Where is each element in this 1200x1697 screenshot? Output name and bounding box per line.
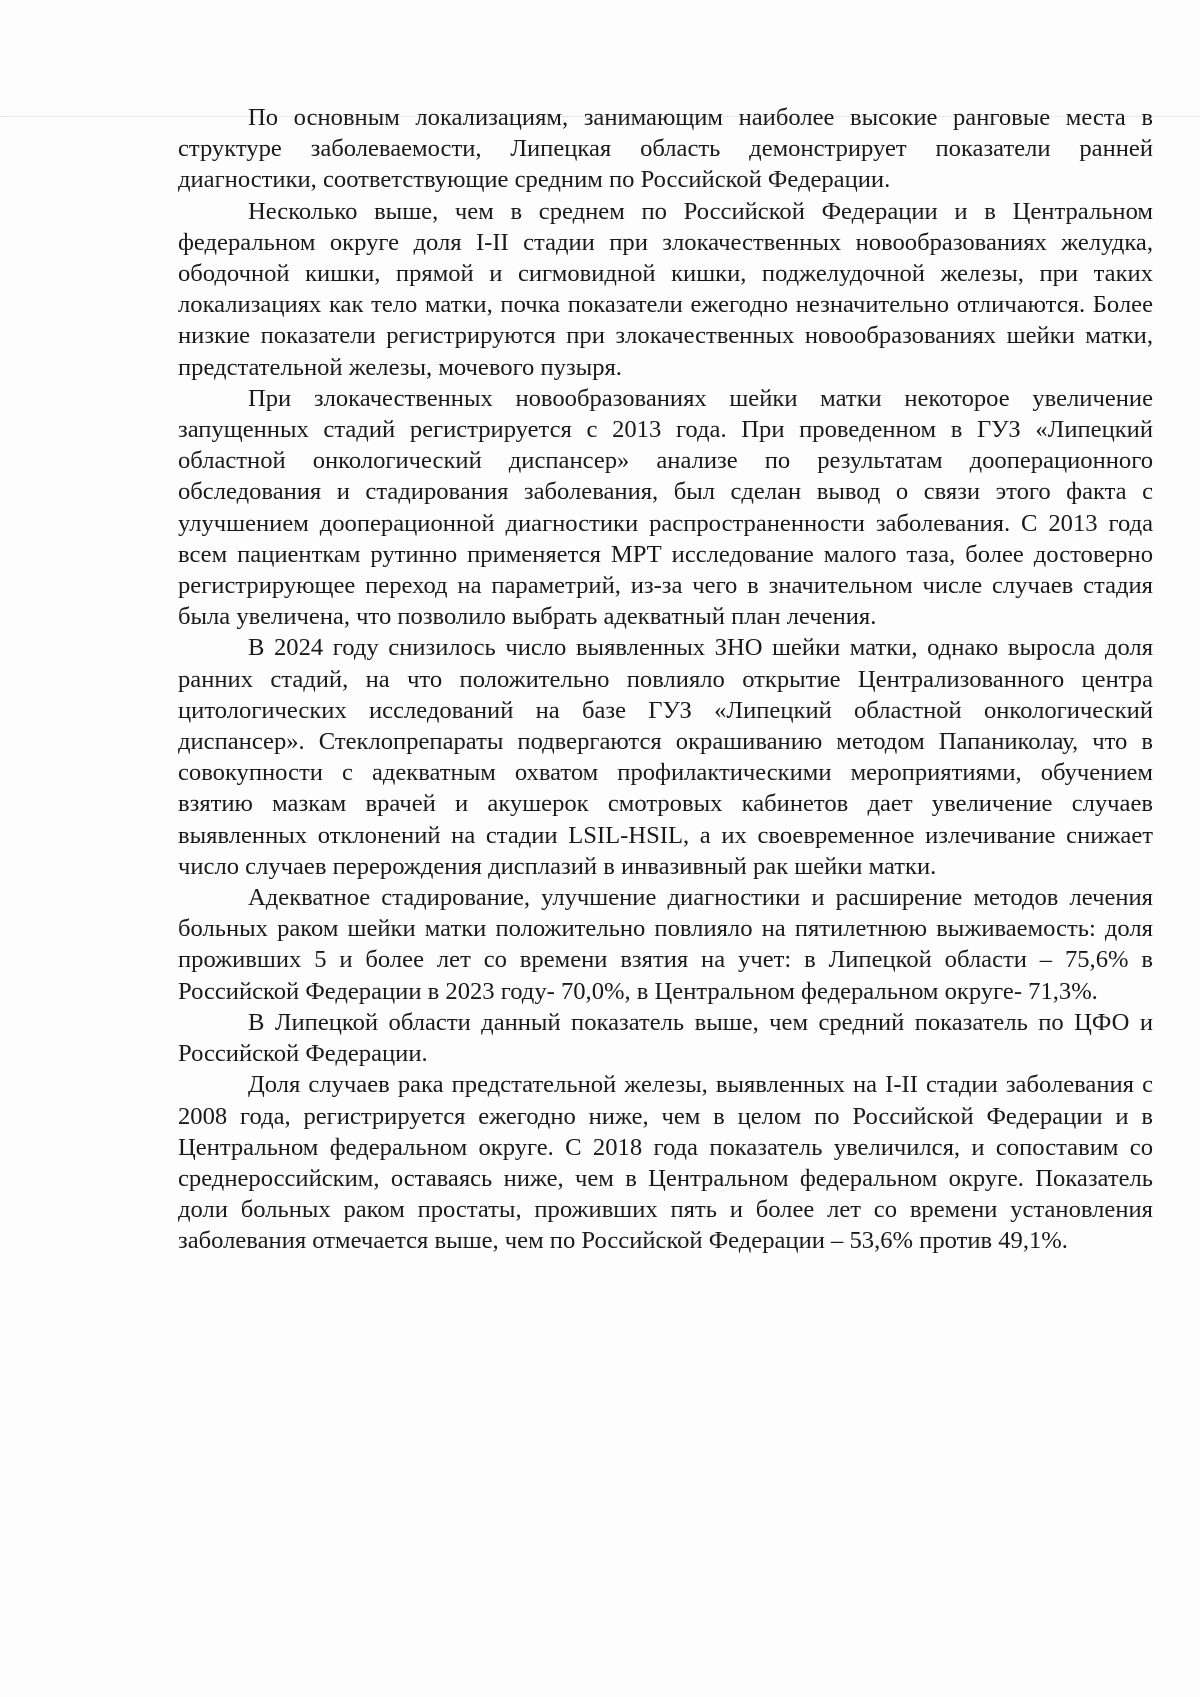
- paragraph-prostate-cancer: Доля случаев рака предстательной железы, выявленных на I-II стадии заболевания с 2008 года, регистрируется ежегодно ниже, чем в целом по Российской Федерации и в Центральном федеральном округе. С 2018 года показатель увеличился, и сопоставим со среднероссийским, оставаясь ниже, чем в Центральном федеральном округе. Показатель доли больных раком простаты, проживших пять и более лет со времени установления заболевания отмечается выше, чем по Российской Федерации – 53,6% против 49,1%.: [178, 1071, 1153, 1255]
- paragraph-five-year-survival: Адекватное стадирование, улучшение диагностики и расширение методов лечения больных раком шейки матки положительно повлияло на пятилетнюю выживаемость: доля проживших 5 и более лет со времени взятия на учет: в Липецкой области – 75,6% в Российской Федерации в 2023 году- 70,0%, в Центральном федеральном округе- 71,3%.: [178, 884, 1153, 1005]
- document-body: [178, 102, 1153, 1257]
- paragraph-stage-comparison: Несколько выше, чем в среднем по Российской Федерации и в Центральном федеральном округе доля I-II стадии при злокачественных новообразованиях желудка, ободочной кишки, прямой и сигмовидной кишки, поджелудочной железы, при таких локализациях как тело матки, почка показатели ежегодно незначительно отличаются. Более низкие показатели регистрируются при злокачественных новообразованиях шейки матки, предстательной железы, мочевого пузыря.: [178, 197, 1153, 381]
- paragraph-cytology-center: В 2024 году снизилось число выявленных ЗНО шейки матки, однако выросла доля ранних стадий, на что положительно повлияло открытие Централизованного центра цитологических исследований на базе ГУЗ «Липецкий областной онкологический диспансер». Стеклопрепараты подвергаются окрашиванию методом Папаниколау, что в совокупности с адекватным охватом профилактическими мероприятиями, обучением взятию мазкам врачей и акушерок смотровых кабинетов дает увеличение случаев выявленных отклонений на стадии LSIL-HSIL, а их своевременное излечивание снижает число случаев перерождения дисплазий в инвазивный рак шейки матки.: [178, 634, 1153, 880]
- paragraph-cervical-staging: При злокачественных новообразованиях шейки матки некоторое увеличение запущенных стадий регистрируется с 2013 года. При проведенном в ГУЗ «Липецкий областной онкологический диспансер» анализе по результатам дооперационного обследования и стадирования заболевания, был сделан вывод о связи этого факта с улучшением дооперационной диагностики распространенности заболевания. С 2013 года всем пациенткам рутинно применяется МРТ исследование малого таза, более достоверно регистрирующее переход на параметрий, из-за чего в значительном числе случаев стадия была увеличена, что позволило выбрать адекватный план лечения.: [178, 384, 1153, 631]
- paragraph-localizations: По основным локализациям, занимающим наиболее высокие ранговые места в структуре заболеваемости, Липецкая область демонстрирует показатели ранней диагностики, соответствующие средним по Российской Федерации.: [178, 104, 1153, 194]
- paragraph-regional-comparison: В Липецкой области данный показатель выше, чем средний показатель по ЦФО и Российской Федерации.: [178, 1008, 1153, 1068]
